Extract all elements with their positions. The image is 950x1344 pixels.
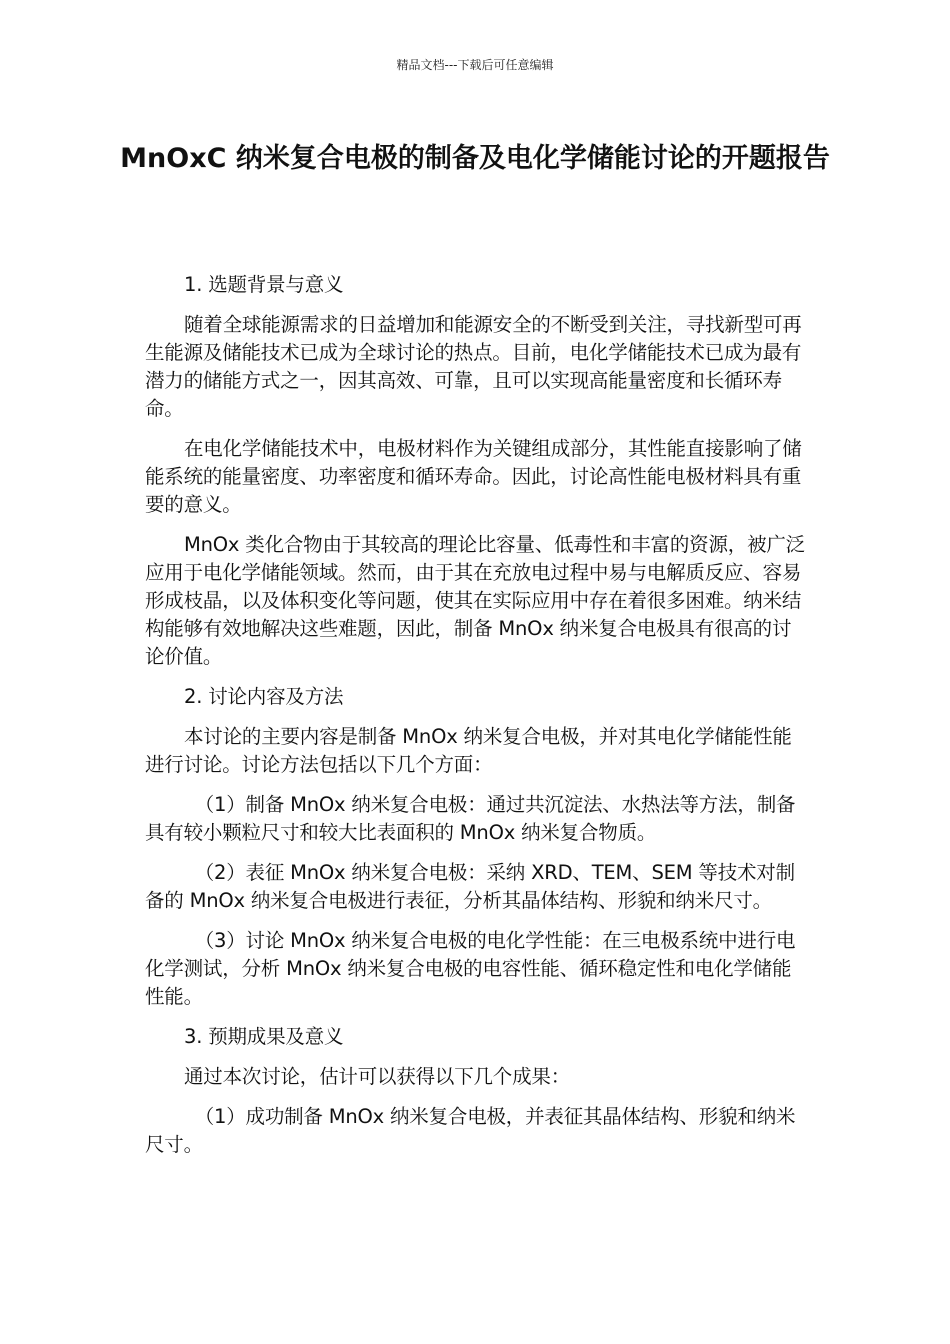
document-title: MnOxC 纳米复合电极的制备及电化学储能讨论的开题报告 — [120, 143, 830, 174]
section-heading: 2. 讨论内容及方法 — [184, 685, 344, 708]
header-note: 精品文档---下载后可任意编辑 — [396, 58, 554, 72]
list-item: （1）成功制备 MnOx 纳米复合电极，并表征其晶体结构、形貌和纳米尺寸。 — [145, 1105, 796, 1156]
paragraph: MnOx 类化合物由于其较高的理论比容量、低毒性和丰富的资源，被广泛应用于电化学储能领域。然而，由于其在充放电过程中易与电解质反应、容易形成枝晶，以及体积变化等问题，使其在实际应用中存在着很多困难。纳米结构能够有效地解决这些难题，因此，制备 MnOx 纳米复合电极具有很高的讨论价值。 — [145, 533, 805, 668]
paragraph: 随着全球能源需求的日益增加和能源安全的不断受到关注，寻找新型可再生能源及储能技术已成为全球讨论的热点。目前，电化学储能技术已成为最有潜力的储能方式之一，因其高效、可靠，且可以实现高能量密度和长循环寿命。 — [145, 313, 802, 420]
list-item: （1）制备 MnOx 纳米复合电极：通过共沉淀法、水热法等方法，制备具有较小颗粒尺寸和较大比表面积的 MnOx 纳米复合物质。 — [145, 793, 796, 844]
paragraph: 通过本次讨论，估计可以获得以下几个成果： — [184, 1065, 571, 1088]
paragraph: 本讨论的主要内容是制备 MnOx 纳米复合电极，并对其电化学储能性能进行讨论。讨论方法包括以下几个方面： — [145, 725, 792, 776]
list-item: （2）表征 MnOx 纳米复合电极：采纳 XRD、TEM、SEM 等技术对制备的 MnOx 纳米复合电极进行表征，分析其晶体结构、形貌和纳米尺寸。 — [145, 861, 795, 912]
paragraph: 在电化学储能技术中，电极材料作为关键组成部分，其性能直接影响了储能系统的能量密度、功率密度和循环寿命。因此，讨论高性能电极材料具有重要的意义。 — [145, 437, 802, 516]
document-body — [145, 271, 810, 1171]
section-heading: 1. 选题背景与意义 — [184, 273, 344, 296]
list-item: （3）讨论 MnOx 纳米复合电极的电化学性能：在三电极系统中进行电化学测试，分析 MnOx 纳米复合电极的电容性能、循环稳定性和电化学储能性能。 — [145, 929, 796, 1008]
section-heading: 3. 预期成果及意义 — [184, 1025, 344, 1048]
